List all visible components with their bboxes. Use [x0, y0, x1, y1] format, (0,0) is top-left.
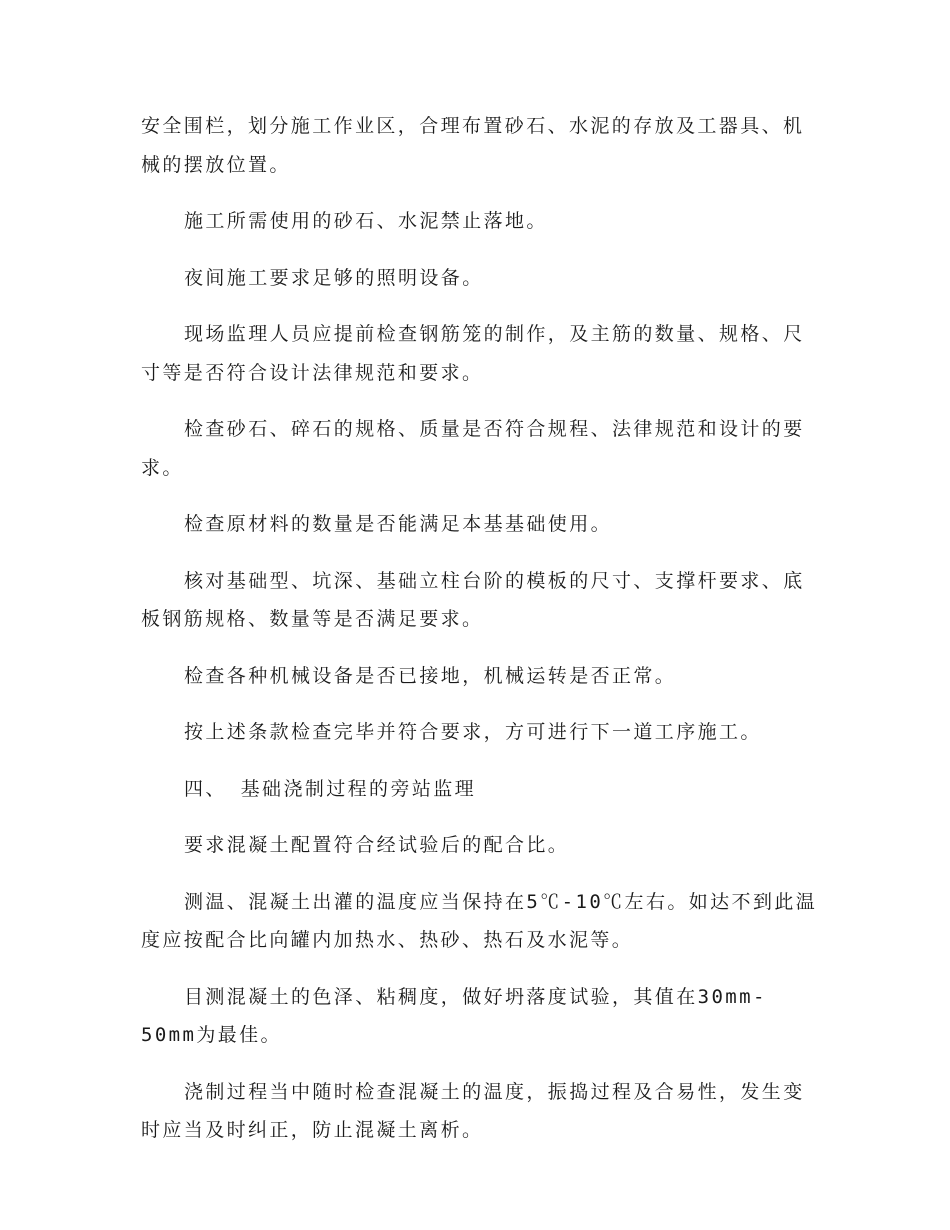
paragraph-formwork-check: 核对基础型、坑深、基础立柱台阶的模板的尺寸、支撑杆要求、底板钢筋规格、数量等是否满足要求。	[141, 569, 805, 630]
paragraph-mix-ratio: 要求混凝土配置符合经试验后的配合比。	[184, 834, 570, 856]
paragraph-material-quantity: 检查原材料的数量是否能满足本基基础使用。	[184, 513, 613, 535]
paragraph-pouring-check: 浇制过程当中随时检查混凝土的温度，振捣过程及合易性，发生变时应当及时纠正，防止混凝土离析。	[141, 1080, 805, 1141]
paragraph-next-step: 按上述条款检查完毕并符合要求，方可进行下一道工序施工。	[184, 721, 762, 743]
paragraph-rebar-cage-check: 现场监理人员应提前检查钢筋笼的制作，及主筋的数量、规格、尺寸等是否符合设计法律规范和要求。	[141, 323, 805, 384]
document-body	[141, 107, 821, 1168]
paragraph-machine-grounding: 检查各种机械设备是否已接地，机械运转是否正常。	[184, 664, 677, 687]
paragraph-slump-test: 目测混凝土的色泽、粘稠度，做好坍落度试验，其值在30mm-50mm为最佳。	[141, 985, 767, 1046]
section-heading-pouring-supervision: 四、 基础浇制过程的旁站监理	[184, 777, 477, 800]
paragraph-night-lighting: 夜间施工要求足够的照明设备。	[184, 266, 484, 289]
paragraph-fence-layout: 安全围栏，划分施工作业区，合理布置砂石、水泥的存放及工器具、机械的摆放位置。	[141, 115, 805, 176]
paragraph-temperature: 测温、混凝土出灌的温度应当保持在5℃-10℃左右。如达不到此温度应按配合比向罐内加热水、热砂、热石及水泥等。	[141, 890, 818, 951]
paragraph-materials-no-ground: 施工所需使用的砂石、水泥禁止落地。	[184, 210, 548, 232]
paragraph-gravel-check: 检查砂石、碎石的规格、质量是否符合规程、法律规范和设计的要求。	[141, 418, 805, 479]
